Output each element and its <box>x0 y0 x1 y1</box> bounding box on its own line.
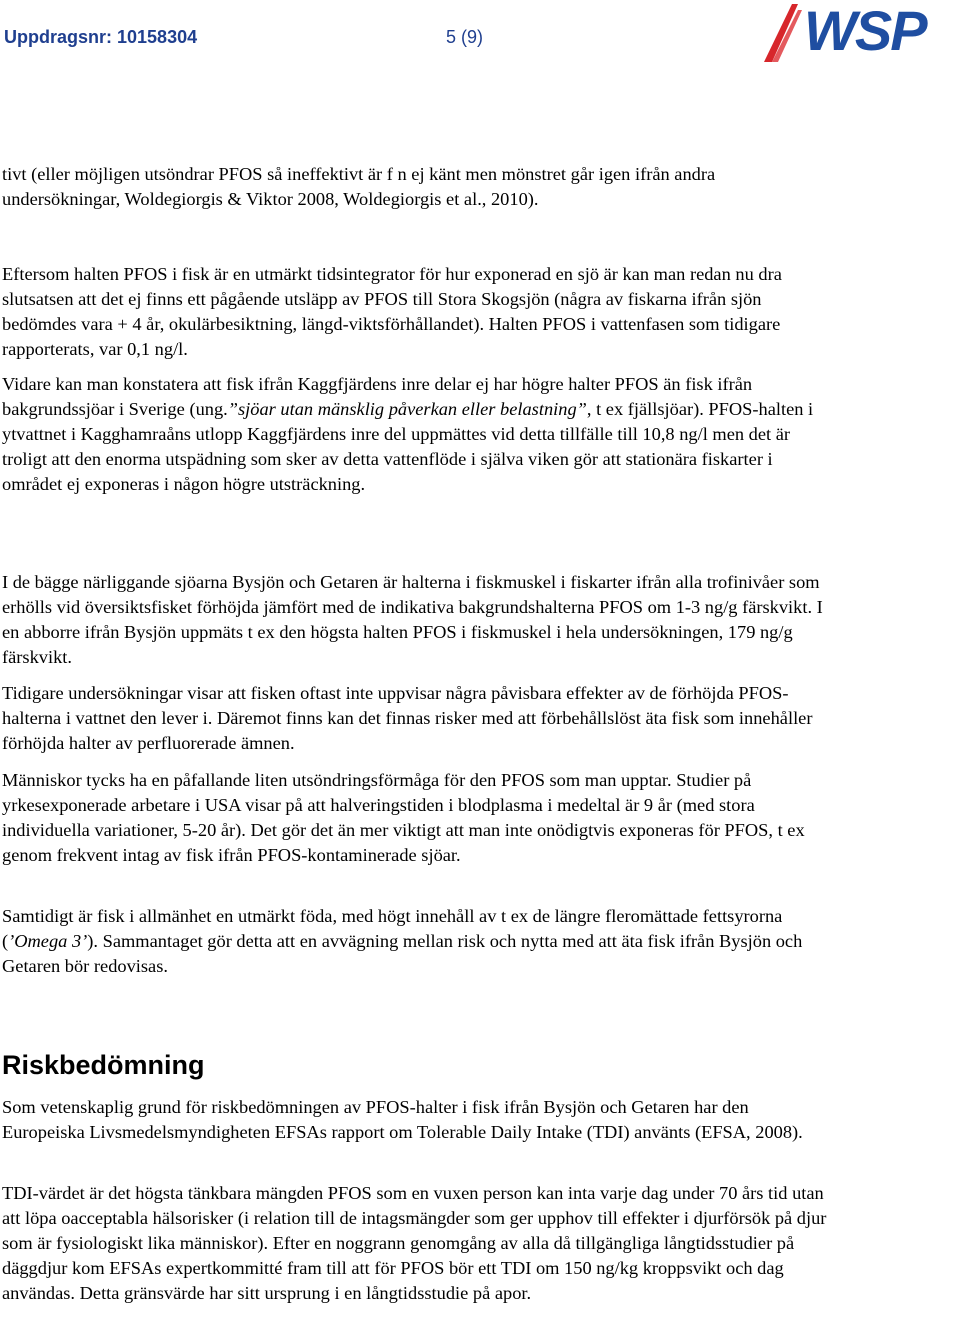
paragraph-text: Tidigare undersökningar visar att fisken oftast inte uppvisar några påvisbara effekter av de förhöjda PFOS-halterna i vattnet den lever i. Däremot finns kan det finnas risker med att förbehållslöst äta fisk som innehåller förhöjda halter av perfluorerade ämnen. <box>2 683 813 753</box>
paragraph-text <box>2 372 830 497</box>
text-run: ). Sammantaget gör detta att en avvägning mellan risk och nytta med att äta fisk ifrån Bysjön och Getaren bör redovisas. <box>2 931 803 976</box>
page-number: 5 (9) <box>446 27 484 47</box>
paragraph-2 <box>2 262 830 362</box>
assignment-number <box>4 27 197 48</box>
section-paragraph-1 <box>2 1095 830 1145</box>
paragraph-text: Eftersom halten PFOS i fisk är en utmärkt tidsintegrator för hur exponerad en sjö är kan man redan nu dra slutsatsen att det ej finns ett pågående utsläpp av PFOS till Stora Skogsjön (några av fiskarna ifrån sjön bedömdes vara + 4 år, okulärbesiktning, längd-viktsförhållandet). Halten PFOS i vattenfasen som tidigare rapporterats, var 0,1 ng/l. <box>2 264 782 359</box>
section-paragraph-2 <box>2 1181 830 1306</box>
text-run: Vidare kan man konstatera att fisk ifrån Kaggfjärdens inre delar ej har högre halter PFOS än fisk ifrån bakgrundssjöar i Sverige (ung. <box>2 374 753 419</box>
text-run: Samtidigt är fisk i allmänhet en utmärkt föda, med högt innehåll av t ex de längre fleromättade fettsyrorna ( <box>2 906 783 951</box>
italic-term: ’Omega 3’ <box>8 931 88 951</box>
paragraph-7 <box>2 904 830 979</box>
paragraph-4 <box>2 570 830 670</box>
paragraph-text: TDI-värdet är det högsta tänkbara mängden PFOS som en vuxen person kan inta varje dag under 70 års tid utan att löpa oacceptabla hälsorisker (i relation till de intagsmängder som ger upphov till effekter i djurförsök på djur som är fysiologiskt lika människor). Efter en noggrann genomgång av alla då tillgängliga långtidsstudier på däggdjur kom EFSAs expertkommitté fram till att för PFOS bör ett TDI om 150 ng/kg kroppsvikt och dag användas. Detta gränsvärde har sitt ursprung i en långtidsstudie på apor. <box>2 1183 827 1303</box>
paragraph-text: Människor tycks ha en påfallande liten utsöndringsförmåga för den PFOS som man upptar. Studier på yrkesexponerade arbetare i USA visar på att halveringstiden i blodplasma i medeltal är 9 år (med stora individuella variationer, 5-20 år). Det gör det än mer viktigt att man inte onödigtvis exponeras för PFOS, t ex genom frekvent intag av fisk ifrån PFOS-kontaminerade sjöar. <box>2 770 805 865</box>
text-run: , t ex fjällsjöar). PFOS-halten i ytvattnet i Kagghamraåns utlopp Kaggfjärdens inre del uppmättes vid detta tillfälle till 10,8 ng/l men det är troligt att den enorma utspädning som sker av detta vattenflöde i själva viken gör att stationära fiskarter i området ej exponeras i någon högre utsträckning. <box>2 399 814 494</box>
paragraph-1 <box>2 162 830 212</box>
italic-quote: ”sjöar utan mänsklig påverkan eller belastning” <box>227 399 587 419</box>
paragraph-text: Som vetenskaplig grund för riskbedömningen av PFOS-halter i fisk ifrån Bysjön och Getaren har den Europeiska Livsmedelsmyndigheten EFSAs rapport om Tolerable Daily Intake (TDI) använts (EFSA, 2008). <box>2 1097 803 1142</box>
wsp-logo <box>758 0 960 64</box>
paragraph-3 <box>2 372 830 497</box>
section-heading: Riskbedömning <box>2 1050 205 1080</box>
paragraph-text <box>2 904 830 979</box>
paragraph-text: I de bägge närliggande sjöarna Bysjön och Getaren är halterna i fiskmuskel i fiskarter ifrån alla trofinivåer som erhölls vid översiktsfisket förhöjda jämfört med de indikativa bakgrundshalterna PFOS om 1-3 ng/g färskvikt. I en abborre ifrån Bysjön uppmäts t ex den högsta halten PFOS i fiskmuskel i hela undersökningen, 179 ng/g färskvikt. <box>2 572 823 667</box>
paragraph-6 <box>2 768 830 868</box>
paragraph-text: tivt (eller möjligen utsöndrar PFOS så ineffektivt är f n ej känt men mönstret går igen ifrån andra undersökningar, Woldegiorgis & Viktor 2008, Woldegiorgis et al., 2010). <box>2 164 716 209</box>
paragraph-5 <box>2 681 830 756</box>
logo-text: WSP <box>804 0 926 62</box>
assignment-value: 10158304 <box>117 27 198 47</box>
assignment-label: Uppdragsnr: <box>4 27 112 47</box>
